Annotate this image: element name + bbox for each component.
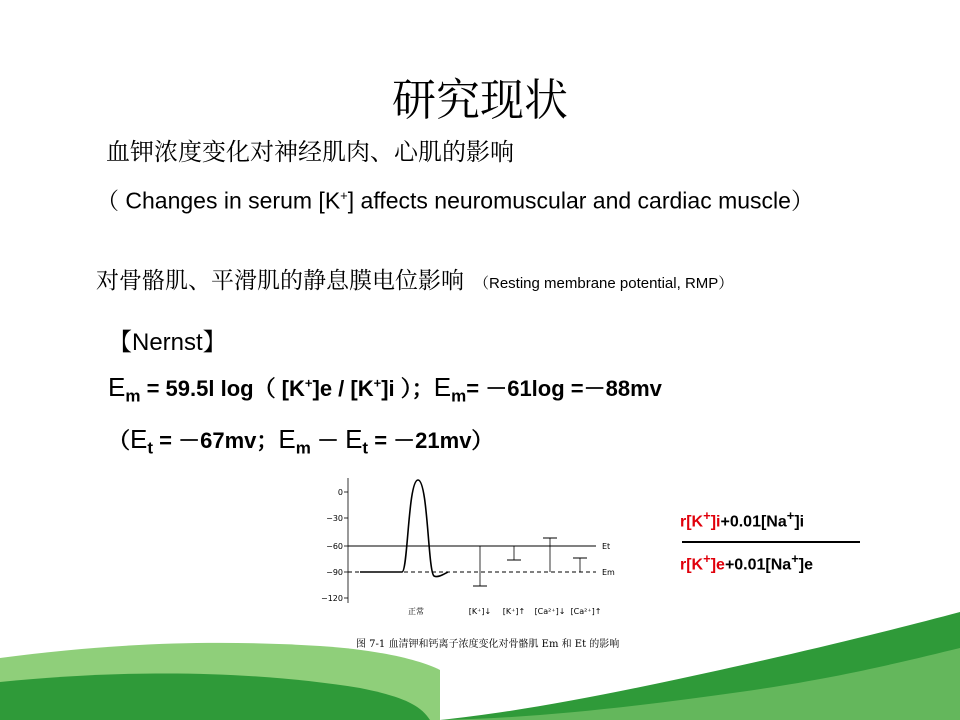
et-label: Et	[602, 542, 611, 551]
den-sup: +	[703, 551, 711, 567]
english-subtitle	[96, 182, 856, 215]
eq1-part2: ]e / [K	[312, 376, 374, 401]
num-r: r[K	[680, 513, 704, 531]
den-end: ]e	[798, 556, 814, 574]
eq2-minus: －	[310, 428, 346, 453]
eq2-open: （	[108, 428, 131, 453]
symbol-e: E	[345, 424, 363, 454]
x-label: [K⁺]↓	[468, 607, 492, 616]
den-e: ]e	[710, 556, 725, 574]
eq1-part3: ]i ）；	[381, 376, 434, 401]
x-label: [Ca²⁺]↓	[534, 607, 566, 616]
fraction-numerator	[680, 508, 865, 531]
x-label: [Ca²⁺]↑	[570, 607, 602, 616]
em-label: Em	[602, 568, 615, 577]
sup-plus: +	[373, 375, 382, 391]
x-label: [K⁺]↑	[502, 607, 526, 616]
num-i: ]i	[710, 513, 721, 531]
num-rest: +0.01[Na	[720, 513, 787, 531]
num-na-sup: +	[786, 508, 795, 523]
rmp-chinese: 对骨骼肌、平滑肌的静息膜电位影响	[96, 268, 464, 294]
eq2-part1: = －67mv；	[153, 428, 279, 453]
y-tick-label: 0	[337, 488, 343, 497]
den-rest: +0.01[Na	[724, 556, 792, 574]
subscript-m: m	[295, 438, 311, 458]
den-r: r[K	[680, 556, 704, 574]
y-tick-label: −90	[326, 568, 343, 577]
eq2-part2: = －21mv）	[368, 428, 494, 453]
english-rest: ] affects neuromuscular and cardiac muscle）	[347, 187, 814, 214]
paren-open: （	[96, 187, 126, 214]
symbol-e: E	[130, 424, 148, 454]
bottom-swoosh-decoration	[0, 600, 960, 720]
y-tick-label: −60	[326, 542, 343, 551]
superscript-plus: +	[340, 188, 348, 203]
ghk-fraction	[680, 508, 865, 575]
eq1-part4: = －61log =－88mv	[466, 376, 662, 401]
english-main: Changes in serum [K	[125, 187, 341, 214]
threshold-equation	[108, 424, 493, 458]
rmp-english: （Resting membrane potential, RMP）	[474, 275, 734, 292]
page-title: 研究现状	[392, 75, 568, 126]
nernst-heading: 【Nernst】	[108, 329, 227, 356]
num-sup: +	[703, 508, 711, 523]
symbol-e: E	[433, 372, 452, 402]
x-label: 正常	[408, 607, 424, 616]
rmp-heading	[96, 262, 733, 295]
y-tick-label: −30	[326, 514, 343, 523]
eq1-part1: = 59.5l log（ [K	[140, 376, 305, 401]
subscript-m: m	[125, 386, 141, 406]
subtitle: 血钾浓度变化对神经肌肉、心肌的影响	[106, 138, 514, 166]
num-end: ]i	[794, 513, 805, 531]
fraction-bar	[682, 541, 860, 543]
fraction-denominator	[680, 551, 865, 574]
subscript-t: t	[147, 438, 154, 458]
nernst-equation	[108, 372, 662, 406]
symbol-e: E	[278, 424, 296, 454]
den-na-sup: +	[791, 551, 799, 567]
y-tick-label: −120	[321, 594, 343, 603]
subscript-m: m	[451, 386, 467, 406]
symbol-e: E	[108, 372, 126, 402]
figure-caption: 图 7-1 血清钾和钙离子浓度变化对骨骼肌 Em 和 Et 的影响	[356, 639, 620, 650]
subscript-t: t	[362, 438, 369, 458]
action-potential-trace	[360, 480, 448, 577]
sup-plus: +	[304, 375, 313, 391]
